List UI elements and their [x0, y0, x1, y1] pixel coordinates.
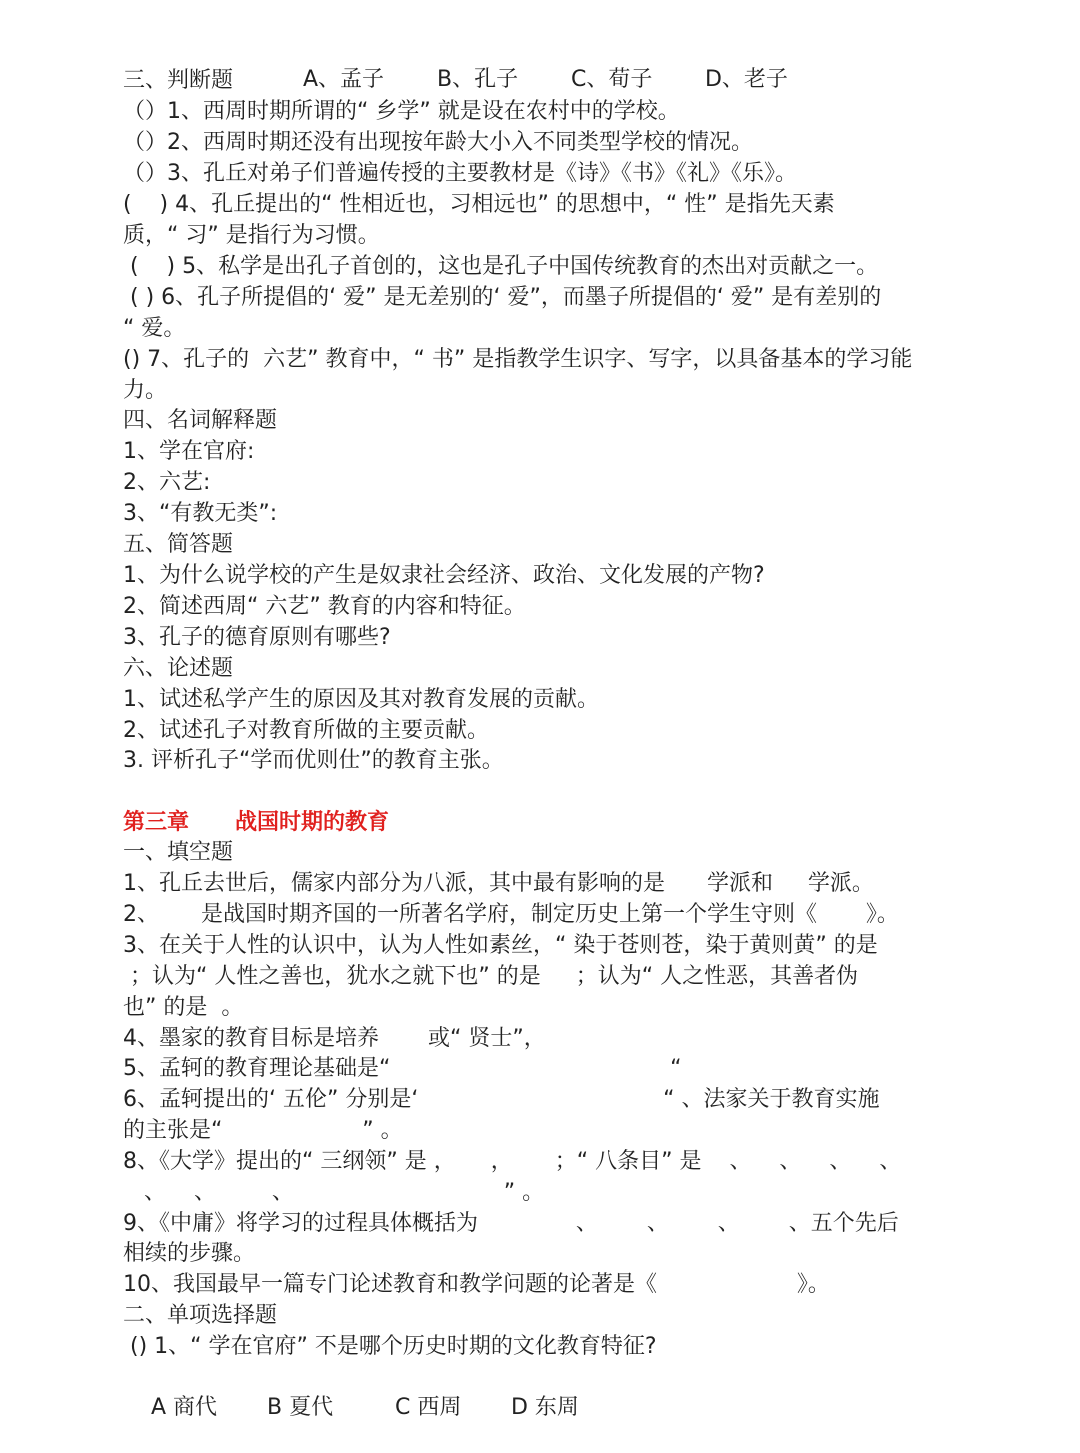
- fill-question-6-cont: 的主张是“ ” 。: [123, 1118, 403, 1143]
- fill-question-8: 8、《大学》提出的“ 三纲领” 是 ， ， ；“ 八条目” 是 、 、 、 、: [123, 1149, 902, 1174]
- judge-question-6: ( ) 6、孔子所提倡的‘ 爱” 是无差别的‘ 爱”，而墨子所提倡的‘ 爱” 是有差别的: [123, 285, 882, 310]
- choice-option-d: D 东周: [510, 1395, 579, 1420]
- choice-option-c: C 西周: [394, 1395, 462, 1420]
- judge-question-7-cont: 力。: [123, 378, 168, 403]
- judge-question-3: （）3、孔丘对弟子们普遍传授的主要教材是《诗》《书》《礼》《乐》。: [123, 161, 797, 186]
- judge-question-4-cont: 质，“ 习” 是指行为习惯。: [123, 223, 380, 248]
- judge-question-4: ( ) 4、孔丘提出的“ 性相近也，习相远也” 的思想中，“ 性” 是指先天素: [123, 192, 835, 217]
- essay-item-3: 3. 评析孔子“学而优则仕”的教育主张。: [123, 748, 504, 773]
- short-answer-1: 1、为什么说学校的产生是奴隶社会经济、政治、文化发展的产物?: [123, 563, 765, 588]
- judge-question-6-cont: “ 爱。: [123, 316, 186, 341]
- fill-question-9: 9、《中庸》将学习的过程具体概括为 、 、 、 、五个先后: [123, 1211, 899, 1236]
- fill-question-3-end: 也” 的是 。: [123, 995, 244, 1020]
- judge-question-2: （）2、西周时期还没有出现按年龄大小入不同类型学校的情况。: [123, 130, 753, 155]
- choice-option-b: B 夏代: [266, 1395, 334, 1420]
- term-item-1: 1、学在官府:: [123, 439, 255, 464]
- fill-question-9-cont: 相续的步骤。: [123, 1241, 256, 1266]
- section-heading-single-choice: 二、单项选择题: [123, 1303, 278, 1328]
- option-d: D、老子: [704, 67, 788, 92]
- short-answer-3: 3、孔子的德育原则有哪些?: [123, 625, 391, 650]
- judge-question-7: () 7、孔子的 六艺” 教育中，“ 书” 是指教学生识字、写字，以具备基本的学习能: [123, 347, 913, 372]
- term-item-2: 2、六艺:: [123, 470, 211, 495]
- choice-question-1-options: [123, 1363, 579, 1420]
- option-b: B、孔子: [436, 67, 519, 92]
- fill-question-4: 4、墨家的教育目标是培养 或“ 贤士”，: [123, 1026, 546, 1051]
- chapter-title: 第三章 战国时期的教育: [123, 810, 389, 835]
- choice-options-row: [275, 35, 788, 92]
- option-a: A、孟子: [302, 67, 385, 92]
- essay-item-1: 1、试述私学产生的原因及其对教育发展的贡献。: [123, 687, 599, 712]
- section-heading-terms: 四、名词解释题: [123, 408, 278, 433]
- judge-question-1: （）1、西周时期所谓的“ 乡学” 就是设在农村中的学校。: [123, 99, 680, 124]
- term-item-3: 3、“有教无类”:: [123, 501, 278, 526]
- fill-question-3: 3、在关于人性的认识中，认为人性如素丝，“ 染于苍则苍，染于黄则黄” 的是: [123, 933, 878, 958]
- essay-item-2: 2、试述孔子对教育所做的主要贡献。: [123, 718, 489, 743]
- judge-question-5: ( ) 5、私学是出孔子首创的，这也是孔子中国传统教育的杰出对贡献之一。: [123, 254, 879, 279]
- fill-question-6: 6、孟轲提出的‘ 五伦” 分别是‘ “ 、法家关于教育实施: [123, 1087, 880, 1112]
- short-answer-2: 2、简述西周“ 六艺” 教育的内容和特征。: [123, 594, 526, 619]
- fill-question-1: 1、孔丘去世后，儒家内部分为八派，其中最有影响的是 学派和 学派。: [123, 871, 874, 896]
- choice-question-1: () 1、“ 学在官府” 不是哪个历史时期的文化教育特征?: [123, 1334, 657, 1359]
- section-heading-short-answer: 五、简答题: [123, 532, 234, 557]
- section-heading-essay: 六、论述题: [123, 656, 234, 681]
- section-heading-judge: 三、判断题: [123, 68, 234, 93]
- section-heading-fill: 一、填空题: [123, 840, 234, 865]
- fill-question-2: 2、 是战国时期齐国的一所著名学府，制定历史上第一个学生守则《 》。: [123, 902, 899, 927]
- fill-question-10: 10、我国最早一篇专门论述教育和教学问题的论著是《 》。: [123, 1272, 830, 1297]
- fill-question-8-cont: 、 、 、 ” 。: [123, 1180, 545, 1205]
- fill-question-5: 5、孟轲的教育理论基础是“ “: [123, 1056, 682, 1081]
- option-c: C、荀子: [570, 67, 653, 92]
- fill-question-3-cont: ；认为“ 人性之善也，犹水之就下也” 的是 ；认为“ 人之性恶，其善者伪: [123, 964, 859, 989]
- choice-option-a: A 商代: [150, 1395, 218, 1420]
